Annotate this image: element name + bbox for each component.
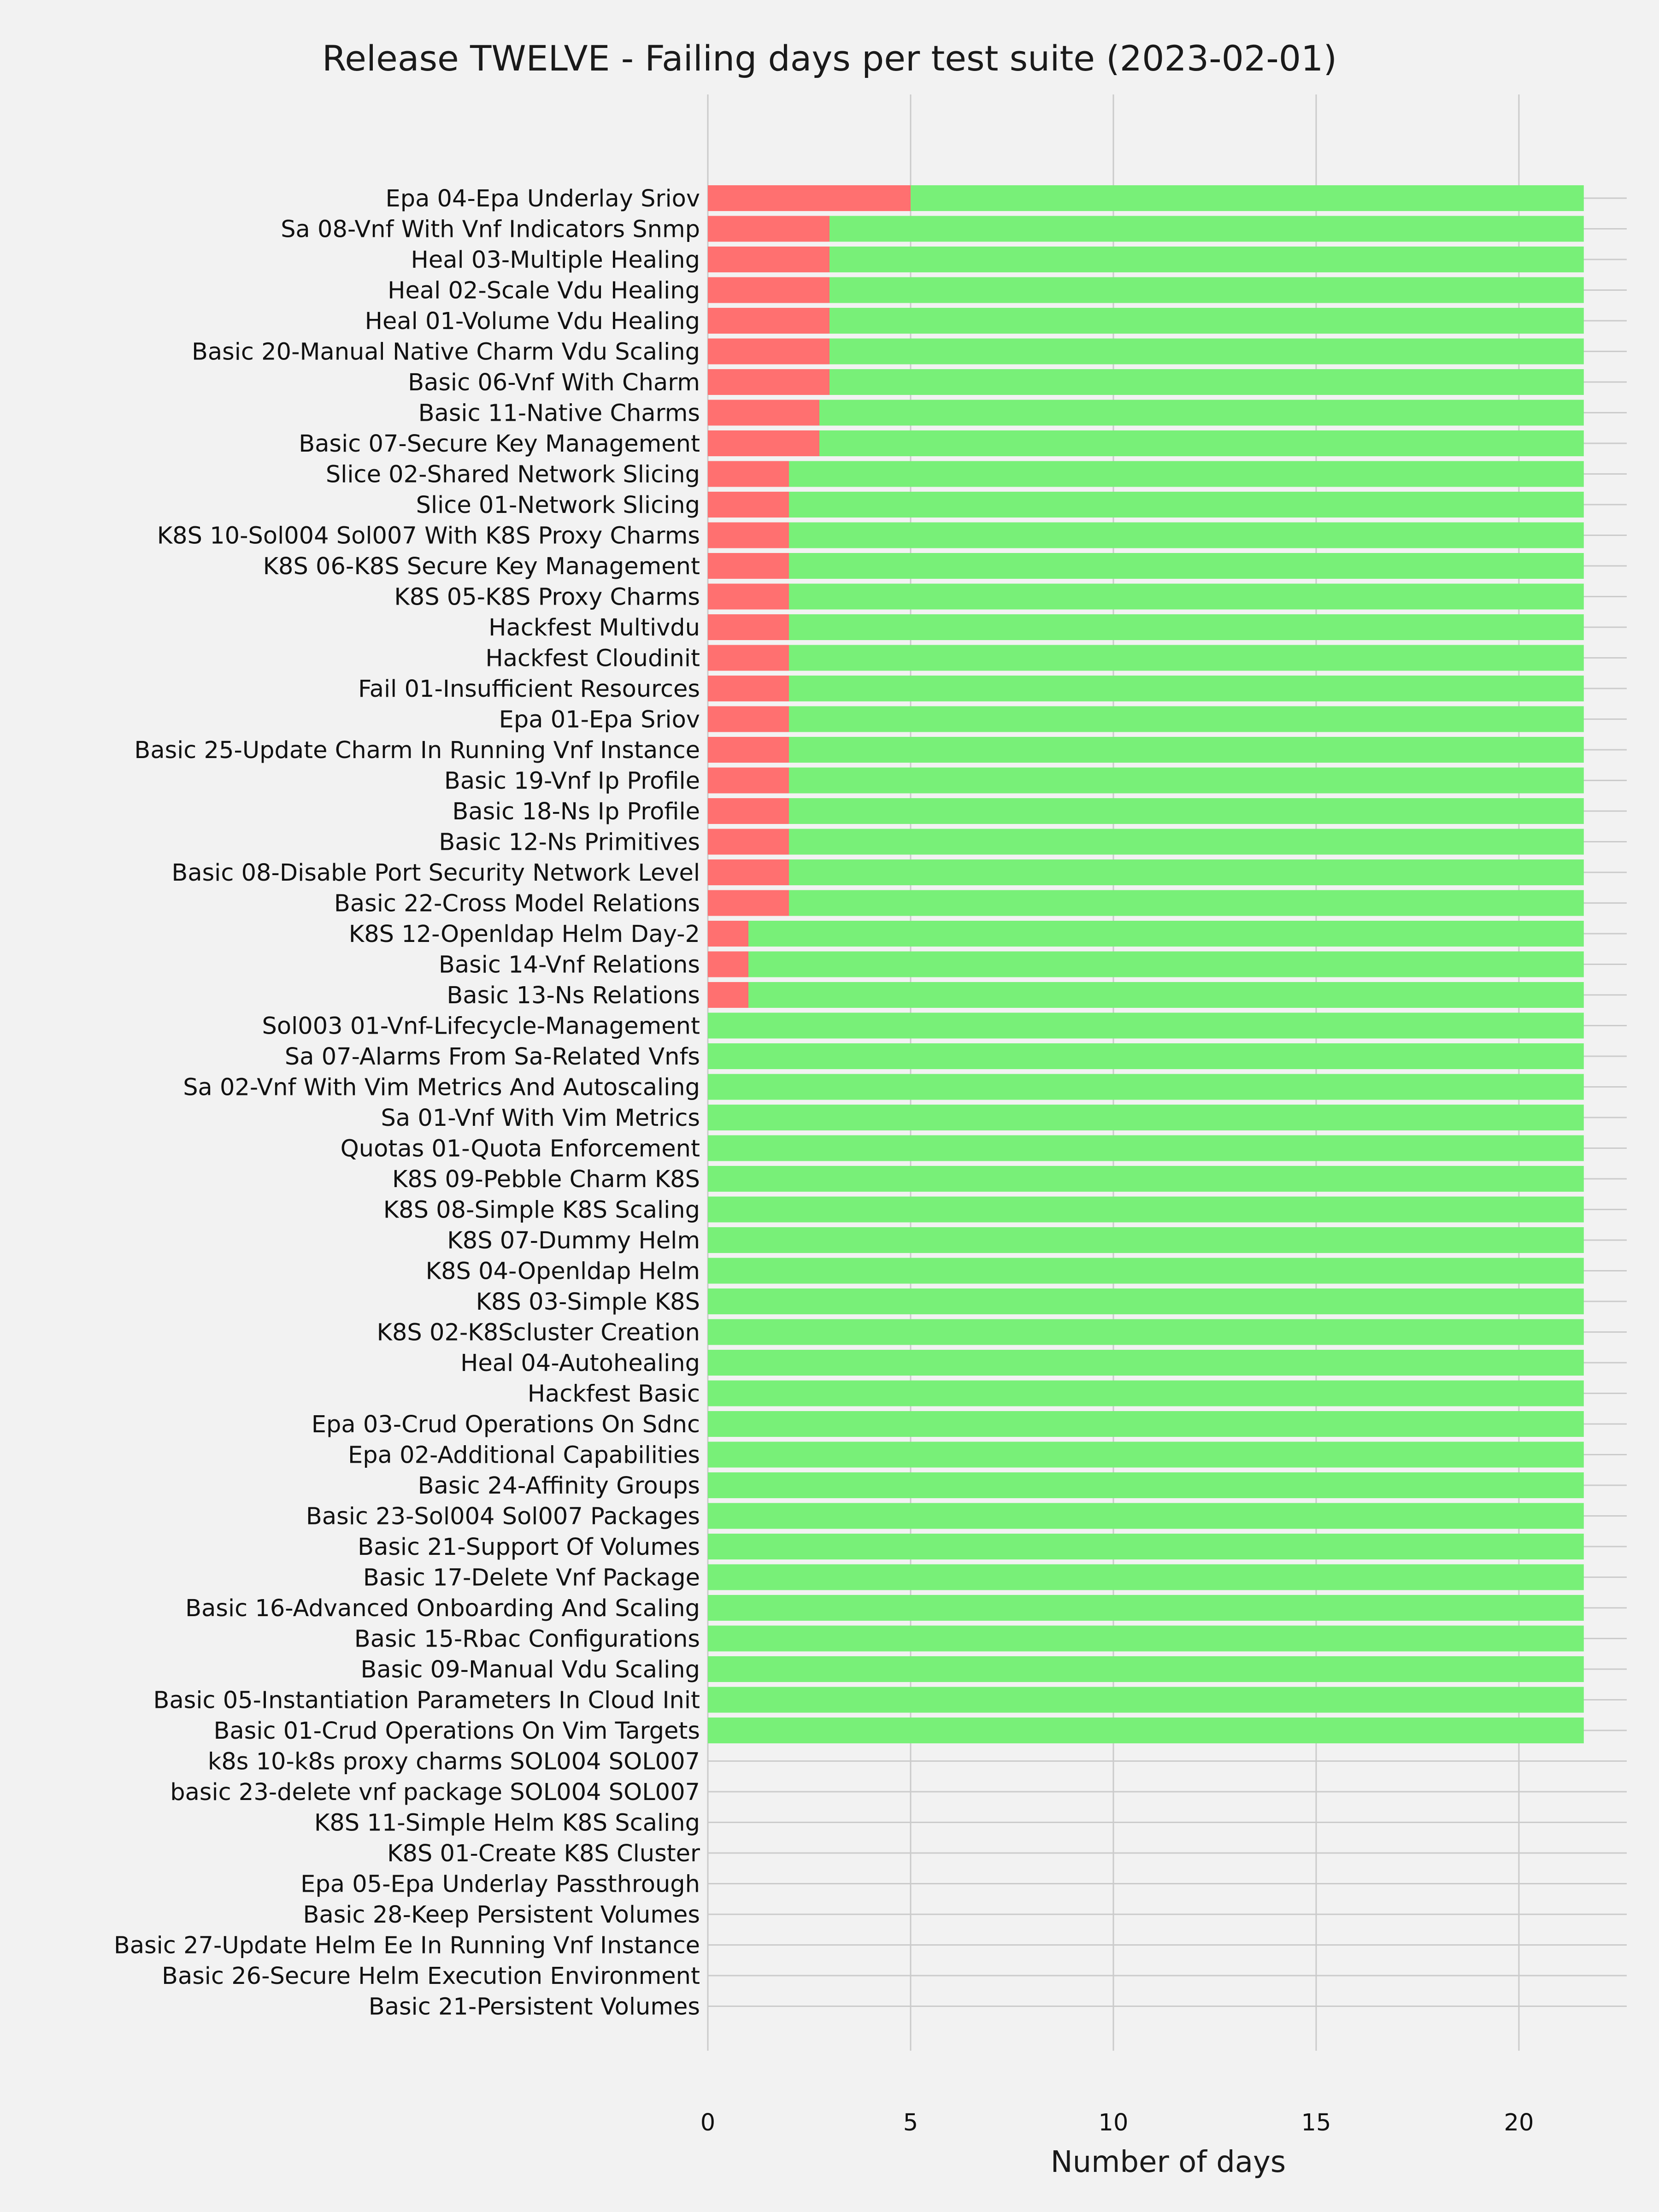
- y-tick-label: Sa 02-Vnf With Vim Metrics And Autoscaling: [183, 1074, 700, 1101]
- bar-failing: [708, 277, 830, 303]
- bar-passing: [748, 982, 1584, 1008]
- bar-passing: [708, 1626, 1584, 1652]
- y-tick-label: Sol003 01-Vnf-Lifecycle-Management: [262, 1012, 700, 1040]
- bar-passing: [830, 369, 1584, 395]
- y-tick-label: basic 23-delete vnf package SOL004 SOL007: [170, 1779, 700, 1806]
- y-tick-label: K8S 10-Sol004 Sol007 With K8S Proxy Charms: [157, 522, 700, 550]
- y-tick-label: Hackfest Cloudinit: [485, 645, 700, 672]
- bar-passing: [708, 1718, 1584, 1743]
- bar-failing: [708, 523, 789, 548]
- y-tick-label: Epa 03-Crud Operations On Sdnc: [311, 1411, 700, 1438]
- y-tick-label: Epa 02-Additional Capabilities: [348, 1441, 700, 1469]
- y-tick-label: Basic 25-Update Charm In Running Vnf Instance: [134, 737, 700, 764]
- bar-failing: [708, 706, 789, 732]
- bar-passing: [789, 737, 1584, 763]
- y-tick-label: Basic 14-Vnf Relations: [438, 951, 700, 979]
- bar-failing: [708, 339, 830, 365]
- bar-failing: [708, 829, 789, 855]
- y-tick-label: Basic 26-Secure Helm Execution Environment: [162, 1963, 700, 1990]
- bar-passing: [748, 952, 1584, 977]
- bar-passing: [708, 1166, 1584, 1192]
- bar-failing: [708, 584, 789, 610]
- y-tick-label: Basic 05-Instantiation Parameters In Cloud Init: [153, 1687, 700, 1714]
- bar-passing: [708, 1442, 1584, 1468]
- bar-passing: [830, 277, 1584, 303]
- x-tick-label: 15: [1301, 2109, 1331, 2136]
- bar-passing: [708, 1288, 1584, 1314]
- bar-failing: [708, 737, 789, 763]
- y-tick-label: K8S 11-Simple Helm K8S Scaling: [314, 1809, 700, 1837]
- bar-passing: [708, 1687, 1584, 1713]
- y-tick-label: Basic 21-Persistent Volumes: [368, 1993, 700, 2021]
- y-tick-label: Slice 01-Network Slicing: [416, 492, 700, 519]
- bar-failing: [708, 185, 911, 211]
- y-tick-label: Basic 11-Native Charms: [418, 400, 700, 427]
- y-tick-label: Basic 17-Delete Vnf Package: [363, 1564, 700, 1592]
- bar-passing: [789, 645, 1584, 671]
- bar-passing: [708, 1135, 1584, 1161]
- bar-passing: [708, 1534, 1584, 1559]
- bar-passing: [830, 216, 1584, 242]
- bar-passing: [708, 1043, 1584, 1069]
- bar-passing: [789, 676, 1584, 701]
- bar-failing: [708, 216, 830, 242]
- bar-failing: [708, 676, 789, 701]
- bar-passing: [789, 553, 1584, 579]
- y-tick-label: Heal 01-Volume Vdu Healing: [365, 308, 700, 335]
- y-tick-label: Heal 03-Multiple Healing: [411, 247, 700, 274]
- bar-passing: [708, 1227, 1584, 1253]
- y-tick-label: Basic 16-Advanced Onboarding And Scaling: [185, 1595, 700, 1622]
- bar-failing: [708, 492, 789, 518]
- y-tick-label: K8S 12-Openldap Helm Day-2: [348, 921, 700, 948]
- bars: [708, 185, 1584, 1743]
- y-tick-label: K8S 06-K8S Secure Key Management: [263, 553, 700, 580]
- y-tick-label: Heal 02-Scale Vdu Healing: [388, 277, 700, 305]
- bar-passing: [708, 1503, 1584, 1529]
- bar-passing: [708, 1381, 1584, 1406]
- x-axis-label: Number of days: [1050, 2145, 1286, 2179]
- bar-passing: [789, 461, 1584, 487]
- bar-passing: [789, 859, 1584, 885]
- bar-failing: [708, 798, 789, 824]
- bar-failing: [708, 768, 789, 794]
- bar-failing: [708, 982, 748, 1008]
- y-tick-label: K8S 03-Simple K8S: [476, 1288, 700, 1316]
- x-tick-label: 0: [700, 2109, 716, 2136]
- bar-passing: [708, 1565, 1584, 1590]
- bar-passing: [911, 185, 1584, 211]
- bar-passing: [708, 1656, 1584, 1682]
- bar-failing: [708, 553, 789, 579]
- y-tick-label: Basic 12-Ns Primitives: [439, 829, 700, 856]
- x-tick-label: 10: [1098, 2109, 1129, 2136]
- y-tick-label: Basic 18-Ns Ip Profile: [452, 798, 700, 825]
- y-tick-label: K8S 07-Dummy Helm: [447, 1227, 700, 1254]
- y-tick-label: Basic 07-Secure Key Management: [299, 430, 700, 458]
- y-tick-label: K8S 05-K8S Proxy Charms: [394, 583, 700, 611]
- y-tick-label: Epa 04-Epa Underlay Sriov: [385, 185, 700, 212]
- bar-passing: [789, 829, 1584, 855]
- y-tick-label: Hackfest Multivdu: [488, 614, 700, 641]
- y-tick-label: Fail 01-Insufficient Resources: [358, 676, 700, 703]
- bar-failing: [708, 921, 748, 947]
- y-tick-label: Basic 22-Cross Model Relations: [334, 890, 700, 918]
- bar-failing: [708, 247, 830, 272]
- bar-failing: [708, 614, 789, 640]
- y-tick-label: Quotas 01-Quota Enforcement: [340, 1135, 700, 1163]
- bar-passing: [708, 1197, 1584, 1223]
- bar-passing: [789, 798, 1584, 824]
- bar-failing: [708, 859, 789, 885]
- bar-failing: [708, 369, 830, 395]
- bar-passing: [748, 921, 1584, 947]
- x-tick-label: 20: [1504, 2109, 1534, 2136]
- bar-failing: [708, 461, 789, 487]
- y-tick-label: Basic 15-Rbac Configurations: [354, 1625, 700, 1653]
- bar-failing: [708, 400, 819, 426]
- y-tick-label: Basic 24-Affinity Groups: [418, 1472, 700, 1500]
- x-tick-label: 5: [903, 2109, 918, 2136]
- bar-passing: [789, 706, 1584, 732]
- y-tick-label: Basic 01-Crud Operations On Vim Targets: [213, 1718, 700, 1745]
- y-tick-label: K8S 08-Simple K8S Scaling: [383, 1196, 700, 1224]
- bar-failing: [708, 430, 819, 456]
- bar-passing: [789, 523, 1584, 548]
- y-tick-label: Sa 08-Vnf With Vnf Indicators Snmp: [281, 216, 700, 243]
- y-tick-label: Basic 28-Keep Persistent Volumes: [303, 1901, 700, 1929]
- bar-passing: [789, 584, 1584, 610]
- y-tick-label: K8S 09-Pebble Charm K8S: [392, 1166, 700, 1193]
- bar-passing: [830, 308, 1584, 334]
- y-tick-label: Basic 20-Manual Native Charm Vdu Scaling: [191, 338, 700, 366]
- bar-passing: [708, 1105, 1584, 1130]
- y-tick-label: Basic 19-Vnf Ip Profile: [444, 767, 700, 795]
- bar-failing: [708, 952, 748, 977]
- bar-passing: [789, 492, 1584, 518]
- bar-passing: [708, 1595, 1584, 1621]
- bar-failing: [708, 308, 830, 334]
- y-tick-label: Basic 13-Ns Relations: [447, 982, 700, 1009]
- bar-passing: [789, 614, 1584, 640]
- y-tick-label: Slice 02-Shared Network Slicing: [325, 461, 700, 488]
- bar-passing: [708, 1013, 1584, 1039]
- bar-passing: [708, 1074, 1584, 1100]
- y-tick-label: K8S 01-Create K8S Cluster: [387, 1840, 700, 1867]
- bar-passing: [708, 1258, 1584, 1284]
- bar-passing: [708, 1350, 1584, 1376]
- y-tick-label: K8S 04-Openldap Helm: [425, 1258, 700, 1285]
- y-tick-label: Sa 07-Alarms From Sa-Related Vnfs: [284, 1043, 700, 1071]
- y-tick-label: Basic 21-Support Of Volumes: [358, 1534, 700, 1561]
- bar-passing: [830, 339, 1584, 365]
- y-tick-label: Basic 27-Update Helm Ee In Running Vnf Instance: [113, 1932, 700, 1959]
- y-tick-label: k8s 10-k8s proxy charms SOL004 SOL007: [207, 1748, 700, 1776]
- bar-passing: [708, 1319, 1584, 1345]
- y-tick-label: Hackfest Basic: [527, 1380, 700, 1408]
- bar-passing: [789, 768, 1584, 794]
- y-tick-label: Sa 01-Vnf With Vim Metrics: [381, 1105, 700, 1132]
- y-tick-label: Epa 01-Epa Sriov: [499, 706, 700, 734]
- y-tick-label: Epa 05-Epa Underlay Passthrough: [300, 1871, 700, 1898]
- bar-passing: [830, 247, 1584, 272]
- y-tick-label: Basic 06-Vnf With Charm: [408, 369, 700, 396]
- y-tick-label: Basic 09-Manual Vdu Scaling: [360, 1656, 700, 1683]
- y-tick-label: Heal 04-Autohealing: [460, 1350, 700, 1377]
- y-tick-label: Basic 23-Sol004 Sol007 Packages: [306, 1503, 700, 1530]
- bar-passing: [819, 430, 1584, 456]
- bar-passing: [789, 890, 1584, 916]
- y-tick-label: K8S 02-K8Scluster Creation: [377, 1319, 700, 1347]
- bar-failing: [708, 890, 789, 916]
- bar-failing: [708, 645, 789, 671]
- bar-passing: [708, 1472, 1584, 1498]
- y-tick-label: Basic 08-Disable Port Security Network Level: [171, 859, 700, 887]
- bar-passing: [819, 400, 1584, 426]
- chart-title: Release TWELVE - Failing days per test suite (2023-02-01): [322, 38, 1337, 79]
- bar-passing: [708, 1411, 1584, 1437]
